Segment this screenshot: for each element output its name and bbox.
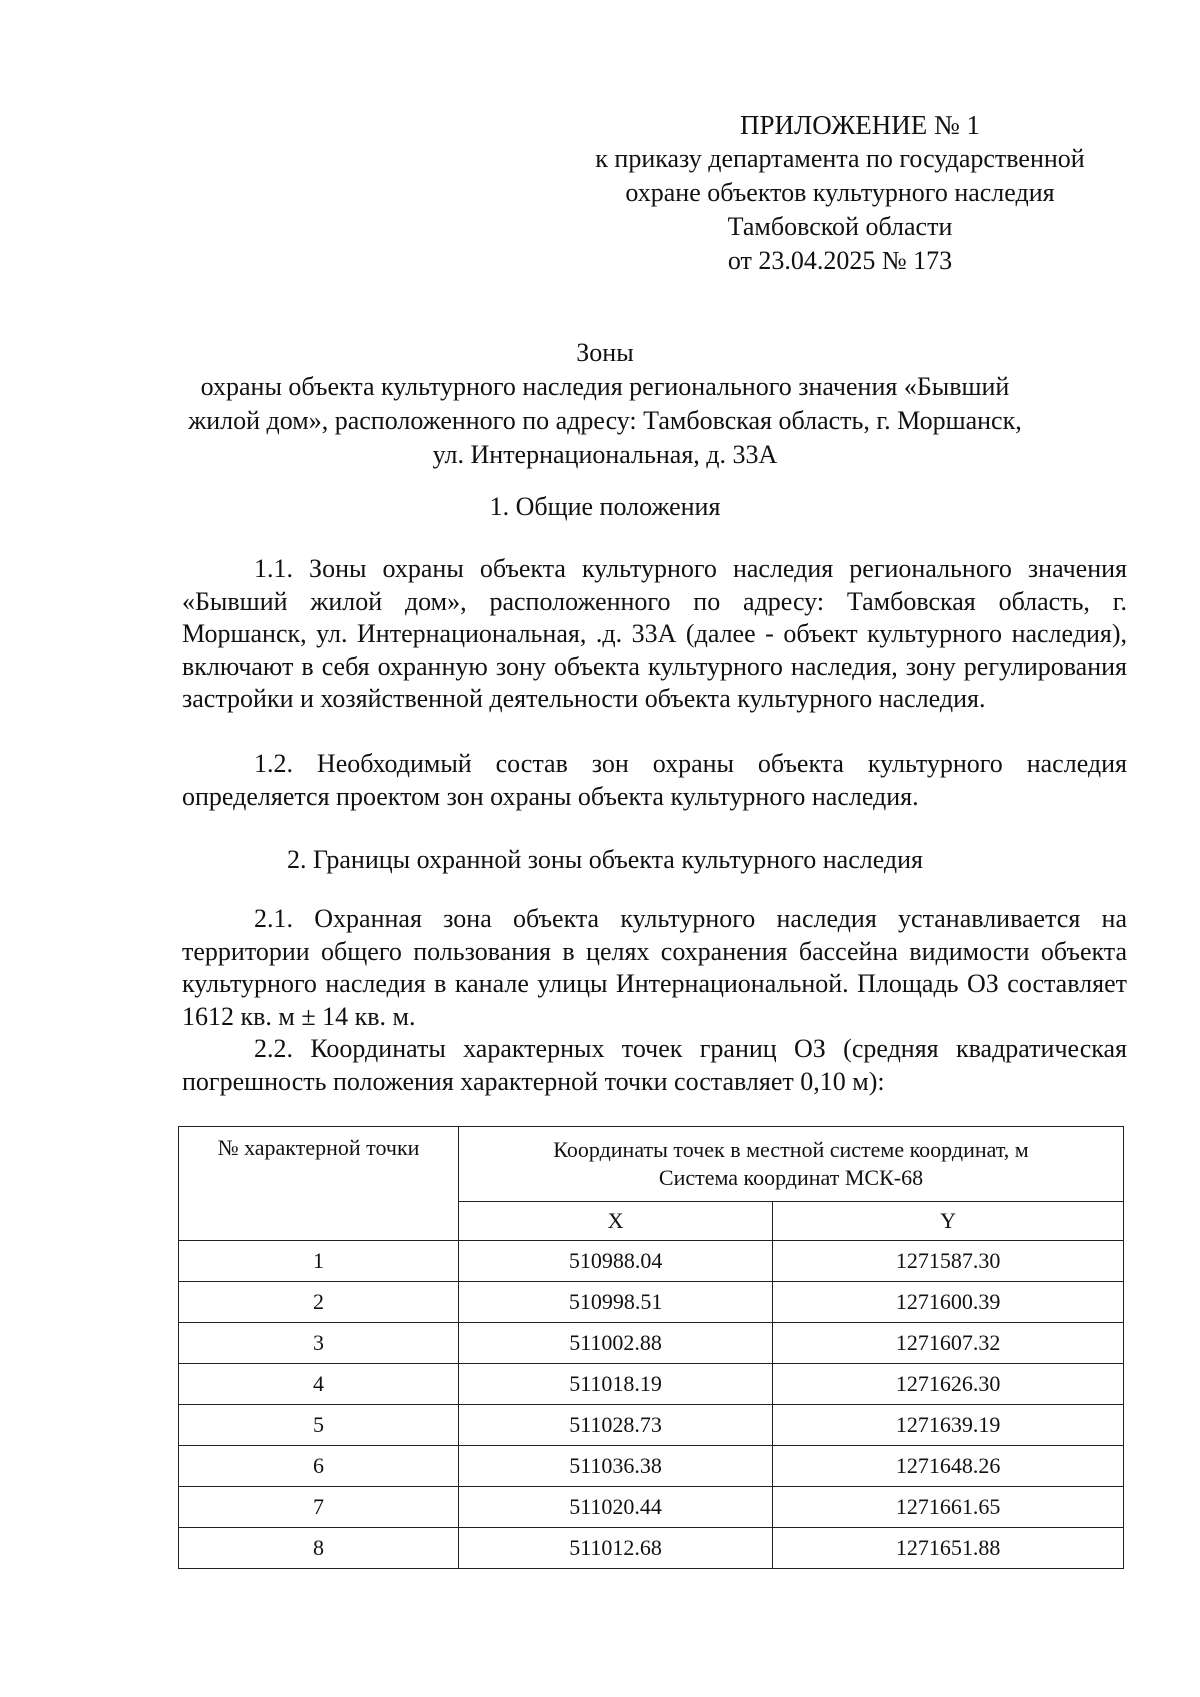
table-row	[179, 1446, 1124, 1487]
point-number: 5	[179, 1405, 459, 1446]
paragraph-1-2-text: 1.2. Необходимый состав зон охраны объекта культурного наследия определяется проектом зон охраны объекта культурного наследия.	[182, 749, 1127, 811]
paragraph-2-1	[182, 903, 1127, 1033]
document-title	[180, 336, 1030, 472]
paragraph-2-1-text: 2.1. Охранная зона объекта культурного наследия устанавливается на территории общего пользования в целях сохранения бассейна видимости объекта культурного наследия в канале улицы Интернациональной. Площадь ОЗ составляет 1612 кв. м ± 14 кв. м.	[182, 904, 1127, 1031]
coord-x: 511036.38	[459, 1446, 773, 1487]
paragraph-1-2	[182, 748, 1127, 813]
coord-y: 1271651.88	[773, 1528, 1124, 1569]
appendix-title: ПРИЛОЖЕНИЕ № 1	[739, 110, 981, 140]
coord-x: 511020.44	[459, 1487, 773, 1528]
table-row	[179, 1405, 1124, 1446]
point-number: 6	[179, 1446, 459, 1487]
paragraph-1-1-text: 1.1. Зоны охраны объекта культурного наследия регионального значения «Бывший жилой дом», расположенного по адресу: Тамбовская область, г. Моршанск, ул. Интернациональная, .д. 33А (далее - объект культурного наследия), включают в себя охранную зону объекта культурного наследия, зону регулирования застройки и хозяйственной деятельности объекта культурного наследия.	[182, 554, 1127, 713]
coord-x: 511002.88	[459, 1323, 773, 1364]
coord-x: 510988.04	[459, 1241, 773, 1282]
coord-y: 1271626.30	[773, 1364, 1124, 1405]
coordinates-table	[178, 1126, 1124, 1569]
table-row	[179, 1323, 1124, 1364]
paragraph-2-2-text: 2.2. Координаты характерных точек границ ОЗ (средняя квадратическая погрешность положения характерной точки составляет 0,10 м):	[182, 1034, 1127, 1096]
appendix-line-4: от 23.04.2025 № 173	[727, 246, 953, 275]
coord-y: 1271648.26	[773, 1446, 1124, 1487]
coord-x: 511028.73	[459, 1405, 773, 1446]
header-x: X	[459, 1202, 773, 1241]
coord-y: 1271587.30	[773, 1241, 1124, 1282]
point-number: 7	[179, 1487, 459, 1528]
paragraph-2-2	[182, 1033, 1127, 1098]
coord-x: 510998.51	[459, 1282, 773, 1323]
coord-y: 1271607.32	[773, 1323, 1124, 1364]
header-coordinates	[459, 1127, 1124, 1202]
appendix-line-2: охране объектов культурного наследия	[625, 178, 1055, 207]
header-y: Y	[773, 1202, 1124, 1241]
coord-y: 1271639.19	[773, 1405, 1124, 1446]
coord-x: 511018.19	[459, 1364, 773, 1405]
title-line-2: охраны объекта культурного наследия регионального значения «Бывший	[200, 372, 1010, 401]
header-coordinates-line-2: Система координат МСК-68	[658, 1165, 924, 1190]
point-number: 8	[179, 1528, 459, 1569]
appendix-header	[560, 108, 1120, 278]
point-number: 2	[179, 1282, 459, 1323]
appendix-line-3: Тамбовской области	[727, 212, 953, 241]
point-number: 1	[179, 1241, 459, 1282]
coord-y: 1271661.65	[773, 1487, 1124, 1528]
section-1-heading: 1. Общие положения	[489, 492, 721, 521]
table-row	[179, 1364, 1124, 1405]
header-point-number: № характерной точки	[179, 1127, 459, 1241]
header-coordinates-line-1: Координаты точек в местной системе координат, м	[553, 1137, 1029, 1162]
section-2-heading: 2. Границы охранной зоны объекта культурного наследия	[286, 845, 924, 874]
appendix-line-1: к приказу департамента по государственной	[595, 144, 1085, 173]
table-row	[179, 1528, 1124, 1569]
point-number: 3	[179, 1323, 459, 1364]
table-row	[179, 1241, 1124, 1282]
paragraph-1-1	[182, 553, 1127, 716]
point-number: 4	[179, 1364, 459, 1405]
title-line-3: жилой дом», расположенного по адресу: Тамбовская область, г. Моршанск,	[188, 406, 1022, 435]
coord-y: 1271600.39	[773, 1282, 1124, 1323]
table-row	[179, 1487, 1124, 1528]
title-line-1: Зоны	[576, 338, 634, 367]
coord-x: 511012.68	[459, 1528, 773, 1569]
table-row	[179, 1282, 1124, 1323]
title-line-4: ул. Интернациональная, д. 33А	[432, 440, 778, 469]
